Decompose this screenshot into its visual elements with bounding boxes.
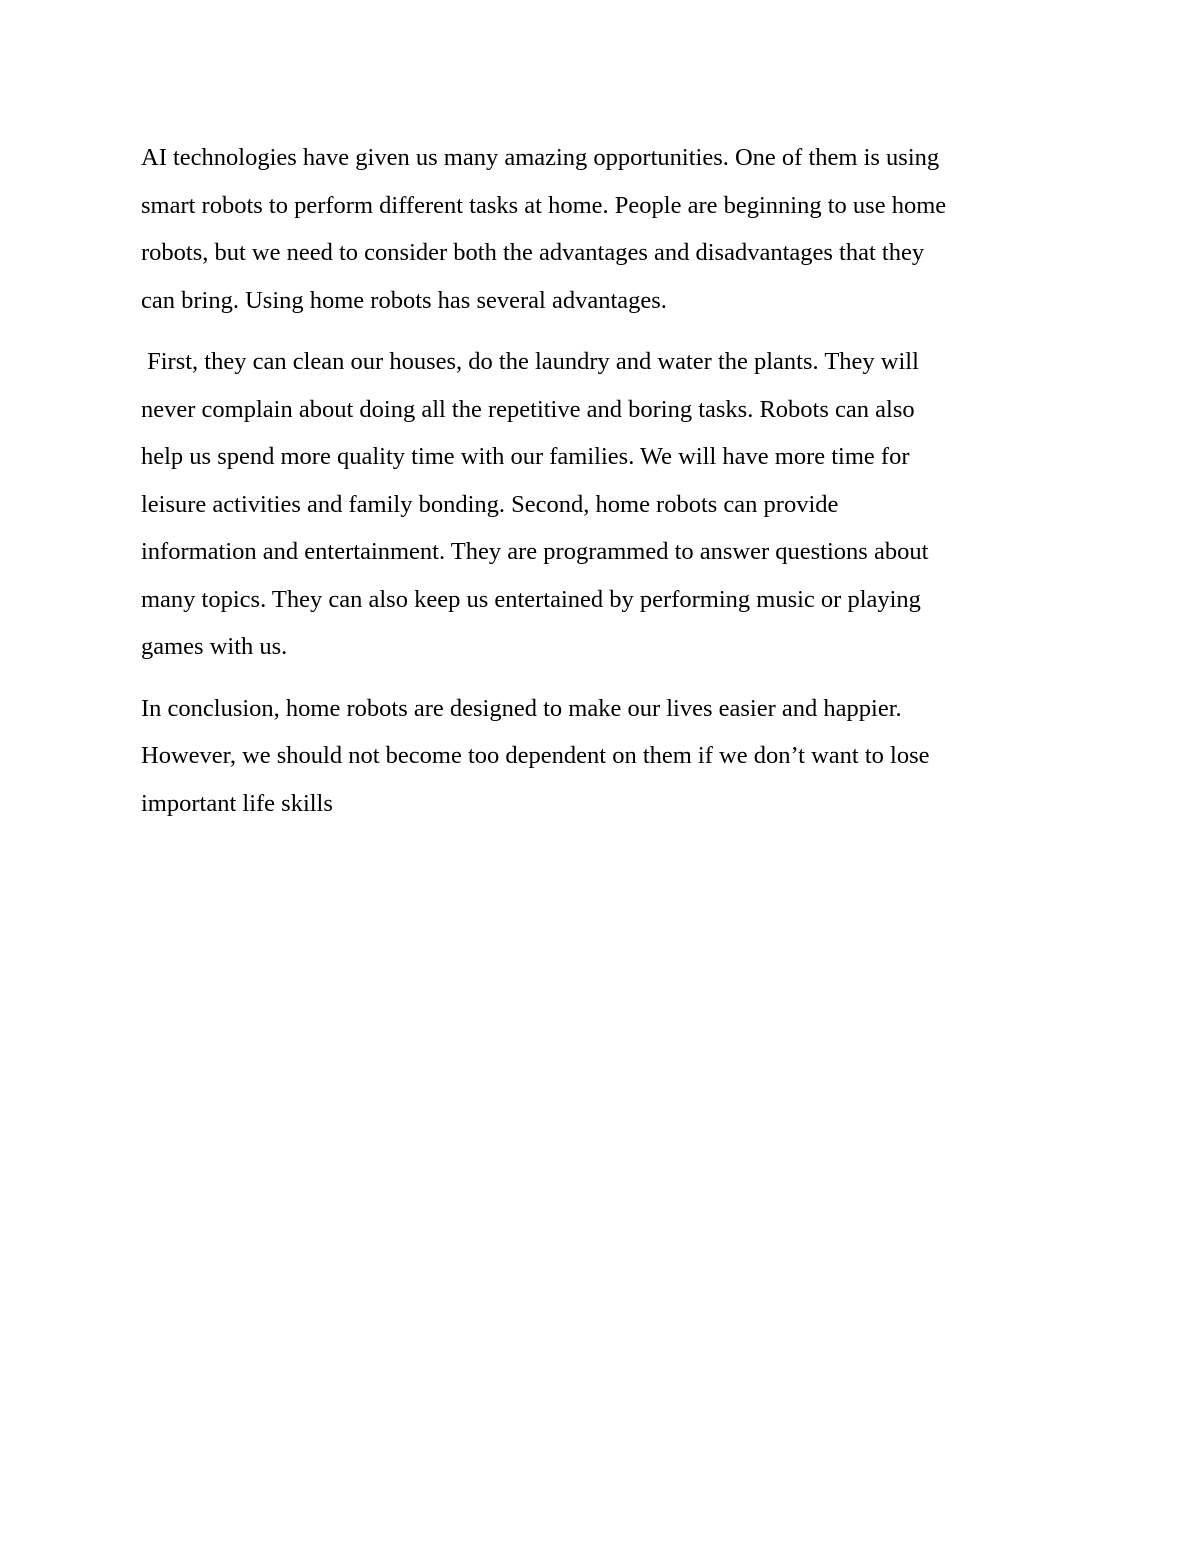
- text-line: never complain about doing all the repetitive and boring tasks. Robots can also: [141, 395, 915, 423]
- text-line: leisure activities and family bonding. Second, home robots can provide: [141, 490, 839, 518]
- paragraph-conclusion: [141, 685, 1061, 828]
- text-line: AI technologies have given us many amazing opportunities. One of them is using: [141, 144, 940, 171]
- text-line: However, we should not become too dependent on them if we don’t want to lose: [141, 742, 930, 769]
- text-line: many topics. They can also keep us entertained by performing music or playing: [141, 585, 921, 613]
- text-line: information and entertainment. They are programmed to answer questions about: [141, 538, 929, 565]
- text-line: can bring. Using home robots has several advantages.: [141, 286, 667, 314]
- text-line: help us spend more quality time with our families. We will have more time for: [141, 443, 910, 470]
- paragraph-spacer: [141, 324, 1061, 338]
- paragraph-intro: [141, 134, 1061, 324]
- text-line: smart robots to perform different tasks at home. People are beginning to use home: [141, 191, 947, 219]
- paragraph-spacer: [141, 671, 1061, 685]
- paragraph-advantages: [141, 338, 1061, 671]
- text-line: important life skills: [141, 789, 333, 817]
- text-line: robots, but we need to consider both the advantages and disadvantages that they: [141, 239, 925, 266]
- document-body: [141, 134, 1061, 827]
- text-line: In conclusion, home robots are designed to make our lives easier and happier.: [141, 694, 902, 722]
- text-line: First, they can clean our houses, do the laundry and water the plants. They will: [141, 348, 919, 375]
- text-line: games with us.: [141, 633, 288, 660]
